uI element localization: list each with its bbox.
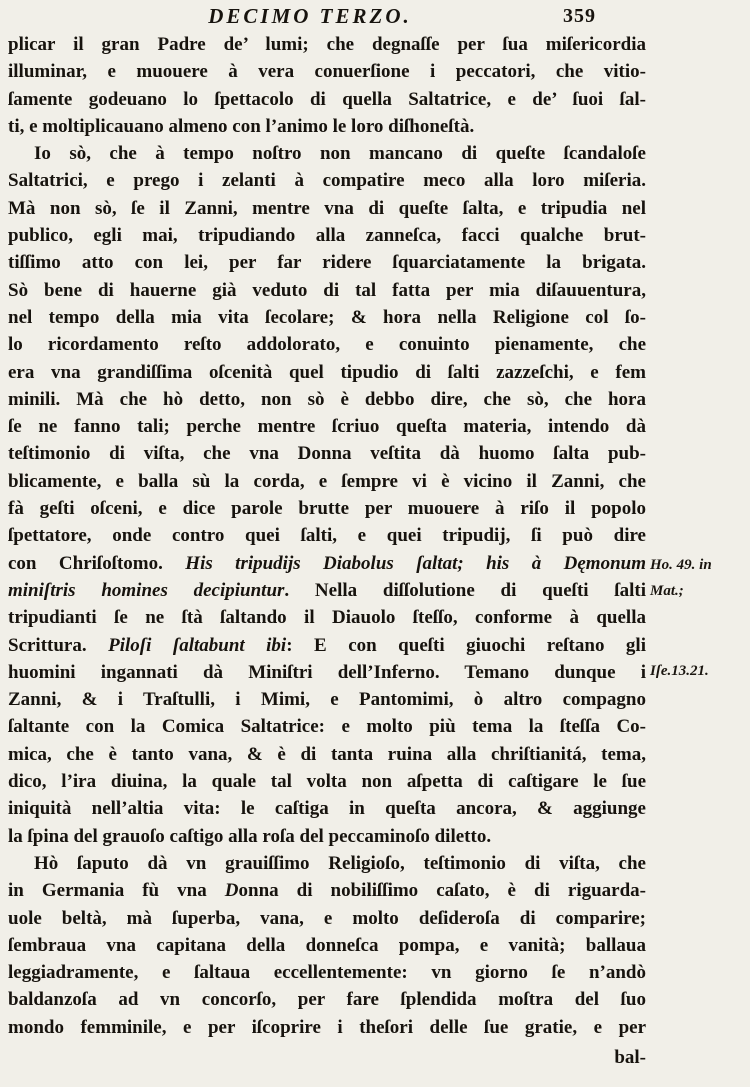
text-segment: in Germania fù vna (8, 880, 225, 902)
text-line (8, 795, 646, 822)
text-segment: huomini ingannati dà Miniſtri dell’Inferno. Temano dunque i (8, 661, 646, 683)
text-line (8, 249, 646, 276)
text-segment: lo ricordamento reſto addolorato, e conuinto pienamente, che (8, 334, 646, 356)
text-segment: fà geſti oſceni, e dice parole brutte per muouere à riſo il popolo (8, 498, 646, 520)
catchword: bal- (614, 1047, 646, 1068)
text-segment: mica, che è tanto vana, & è di tanta ruina alla chriſtianitá, tema, (8, 743, 646, 765)
text-segment: plicar il gran Padre de’ lumi; che degnaſſe per ſua miſericordia (8, 34, 646, 55)
text-line (8, 277, 646, 304)
text-line (8, 632, 646, 659)
text-line (8, 222, 646, 249)
text-line (8, 1014, 646, 1041)
italic-text-segment: His tripudijs Diabolus ſaltat; his à Dęmonum (185, 552, 646, 574)
text-line (8, 823, 646, 850)
text-line (8, 140, 646, 167)
text-segment: ſamente godeuano lo ſpettacolo di quella Saltatrice, e de’ ſuoi ſal- (8, 88, 646, 110)
text-segment: Io sò, che à tempo noſtro non mancano di queſte ſcandaloſe (34, 143, 646, 165)
text-line (8, 713, 646, 740)
text-segment: iniquità nell’altia vita: le caſtiga in queſta ancora, & aggiunge (8, 798, 646, 820)
page-number: 359 (563, 5, 596, 27)
text-line (8, 113, 646, 140)
text-segment: baldanzoſa ad vn concorſo, per fare ſplendida moſtra del ſuo (8, 989, 646, 1011)
text-line (8, 850, 646, 877)
margin-note-isaiah: Iſe.13.21. (650, 663, 709, 679)
text-segment: Mà non sò, ſe il Zanni, mentre vna di queſte ſalta, e tripudia nel (8, 197, 646, 219)
text-line (8, 440, 646, 467)
text-line (8, 577, 646, 604)
text-line (8, 932, 646, 959)
text-line (8, 413, 646, 440)
text-line (8, 877, 646, 904)
text-line (8, 468, 646, 495)
text-line (8, 304, 646, 331)
text-segment: mondo femminile, e per iſcoprire i theſori delle ſue gratie, e per (8, 1016, 646, 1038)
page-header (8, 4, 648, 30)
text-segment: . Nella diſſolutione di queſti ſalti (284, 579, 646, 601)
text-line (8, 741, 646, 768)
text-line (8, 768, 646, 795)
text-segment: tripudianti ſe ne ſtà ſaltando il Diauolo ſteſſo, conforme à quella (8, 607, 646, 629)
text-segment: Sò bene di hauerne già veduto di tal fatta per mia diſauuentura, (8, 279, 646, 301)
text-segment: blicamente, e balla sù la corda, e ſempre vi è vicino il Zanni, che (8, 470, 646, 492)
italic-text-segment: D (224, 880, 239, 902)
text-line (8, 331, 646, 358)
text-segment: la ſpina del grauoſo caſtigo alla roſa del peccaminoſo diletto. (8, 825, 492, 847)
text-segment: ſpettatore, onde contro quei ſalti, e quei tripudij, ſi può dire (8, 525, 646, 547)
margin-note-chrysostom: Ho. 49. in Mat.; (650, 557, 712, 599)
text-line (8, 58, 646, 85)
text-line (8, 31, 646, 58)
text-line (8, 986, 646, 1013)
text-line (8, 604, 646, 631)
text-segment: Saltatrici, e prego i zelanti à compatire meco alla loro miſeria. (8, 170, 646, 192)
text-segment: onna di nobiliſſimo caſato, è di riguarda- (238, 880, 646, 902)
text-segment: Hò ſaputo dà vn grauiſſimo Religioſo, teſtimonio di viſta, che (34, 852, 646, 874)
text-line (8, 550, 646, 577)
text-line (8, 686, 646, 713)
text-segment: : E con queſti giuochi reſtano gli (286, 634, 646, 656)
text-segment: teſtimonio di viſta, che vna Donna veſtita dà huomo ſalta pub- (8, 443, 646, 465)
text-segment: leggiadramente, e ſaltaua eccellentemente: vn giorno ſe n’andò (8, 962, 646, 984)
running-header: DECIMO TERZO. (208, 4, 412, 28)
text-segment: ti, e moltiplicauano almeno con l’animo le loro diſhoneſtà. (8, 115, 475, 137)
text-segment: era vna grandiſſima oſcenità quel tipudio di ſalti zazzeſchi, e fem (8, 361, 646, 383)
text-line (8, 659, 646, 686)
text-segment: ſembraua vna capitana della donneſca pompa, e vanità; ballaua (8, 934, 646, 956)
text-line (8, 522, 646, 549)
italic-text-segment: miniſtris homines decipiuntur (8, 579, 285, 601)
text-line (8, 959, 646, 986)
text-segment: nel tempo della mia vita ſecolare; & hora nella Religione col ſo- (8, 306, 646, 328)
text-line (8, 195, 646, 222)
text-line (8, 359, 646, 386)
text-line (8, 386, 646, 413)
text-segment: tiſſimo atto con lei, per far ridere ſquarciatamente la brigata. (8, 252, 646, 274)
text-line (8, 905, 646, 932)
text-segment: Scrittura. (8, 634, 109, 656)
text-segment: dico, l’ira diuina, la quale tal volta non aſpetta di caſtigare le ſue (8, 771, 646, 793)
text-segment: ſaltante con la Comica Saltatrice: e molto più tema la ſteſſa Co- (8, 716, 646, 738)
text-segment: con Chriſoſtomo. (8, 552, 186, 574)
text-line (8, 167, 646, 194)
text-segment: publico, egli mai, tripudiando alla zanneſca, facci qualche brut- (8, 225, 646, 247)
text-line (8, 86, 646, 113)
text-segment: ſe ne fanno tali; perche mentre ſcriuo queſta materia, intendo dà (8, 416, 646, 438)
text-segment: illuminar, e muouere à vera conuerſione i peccatori, che vitio- (8, 61, 646, 83)
italic-text-segment: Piloſi ſaltabunt ibi (108, 634, 287, 656)
text-segment: minili. Mà che hò detto, non sò è debbo dire, che sò, che hora (8, 388, 646, 410)
body-text (8, 31, 646, 1041)
text-segment: uole beltà, mà ſuperba, vana, e molto deſideroſa di comparire; (8, 907, 646, 929)
text-line (8, 495, 646, 522)
text-segment: Zanni, & i Traſtulli, i Mimi, e Pantomimi, ò altro compagno (8, 689, 646, 711)
